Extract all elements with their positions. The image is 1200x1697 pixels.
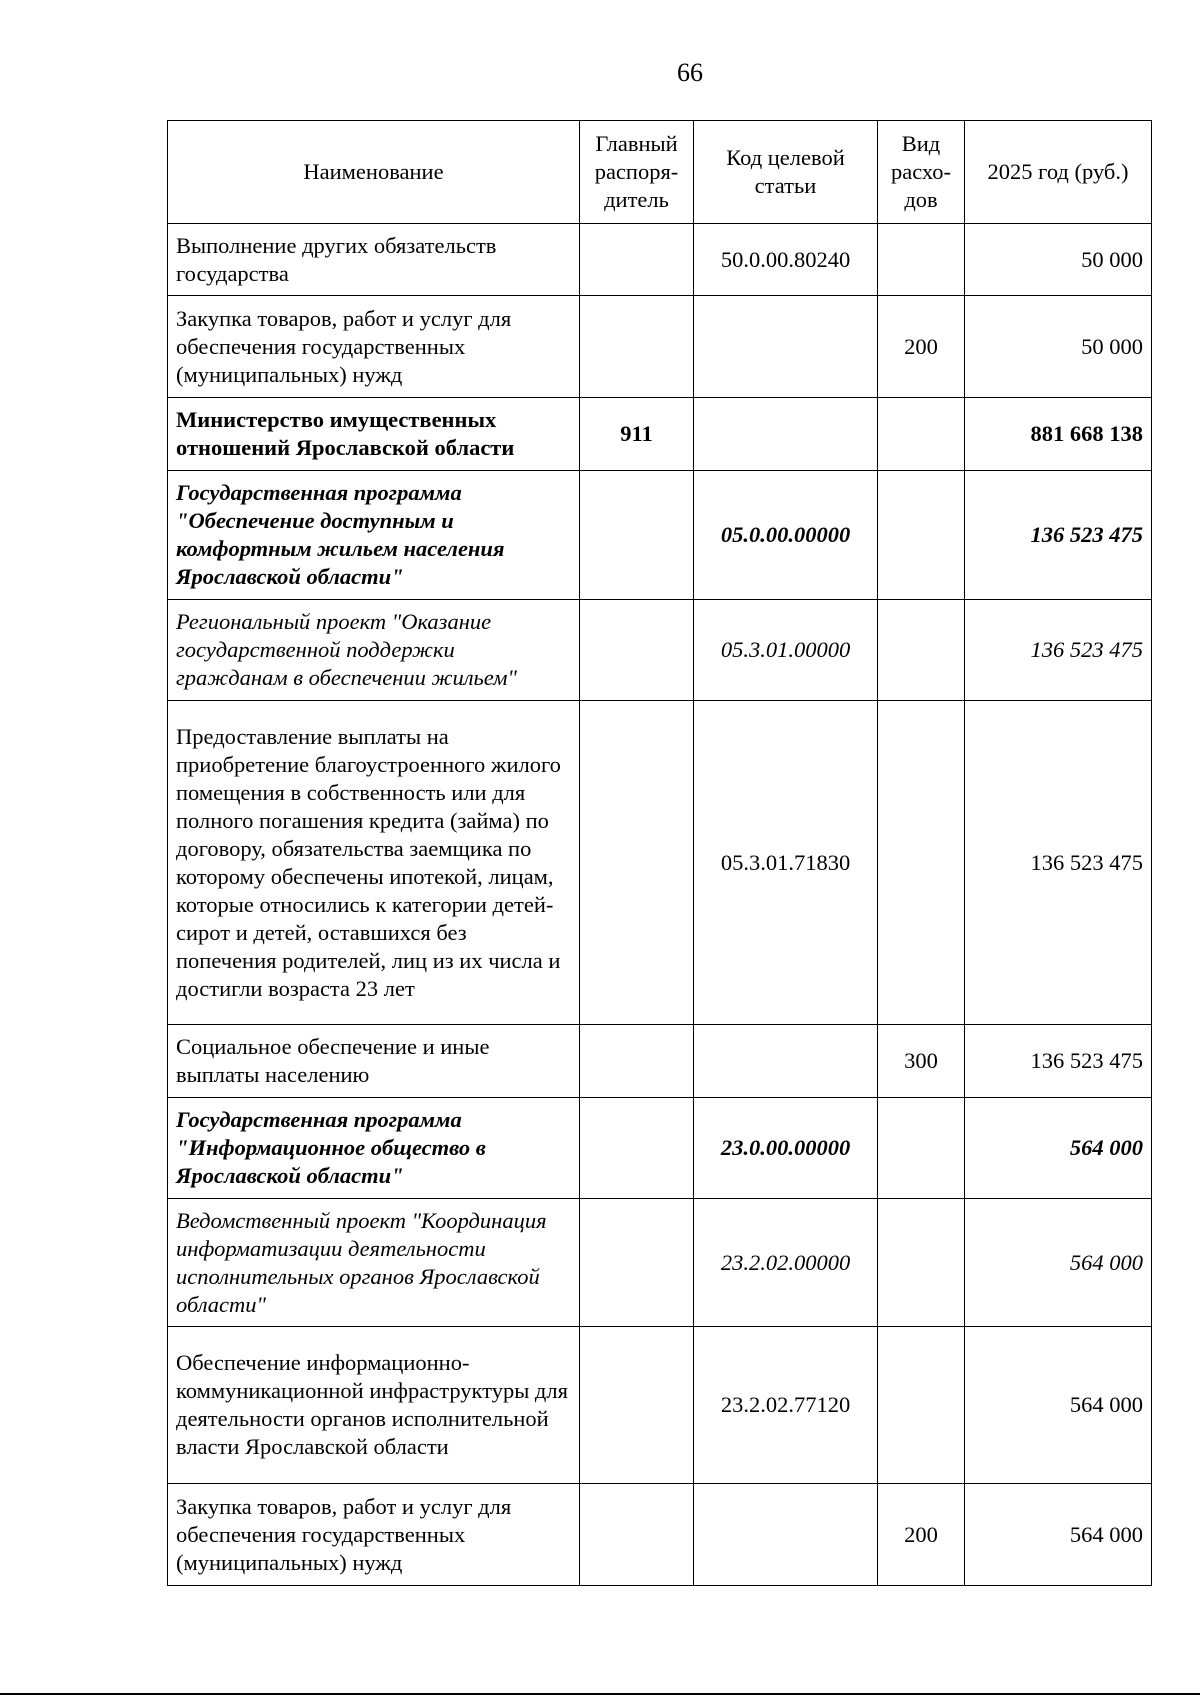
table-row — [168, 296, 1152, 398]
row-code: 23.2.02.77120 — [694, 1327, 878, 1484]
row-admin — [580, 1025, 694, 1098]
header-amount: 2025 год (руб.) — [965, 121, 1152, 224]
table-row — [168, 1327, 1152, 1484]
row-type — [878, 1098, 965, 1199]
row-admin — [580, 471, 694, 600]
row-admin — [580, 1098, 694, 1199]
row-code — [694, 398, 878, 471]
row-name: Закупка товаров, работ и услуг для обеспечения государственных (муниципальных) нужд — [168, 1484, 580, 1586]
row-code: 05.3.01.71830 — [694, 701, 878, 1025]
header-admin: Главный распоря-дитель — [580, 121, 694, 224]
row-type — [878, 1327, 965, 1484]
row-amount: 50 000 — [965, 296, 1152, 398]
row-name: Выполнение других обязательств государства — [168, 224, 580, 296]
row-type — [878, 398, 965, 471]
row-amount: 881 668 138 — [965, 398, 1152, 471]
row-amount: 564 000 — [965, 1327, 1152, 1484]
row-name: Предоставление выплаты на приобретение благоустроенного жилого помещения в собственность или для полного погашения кредита (займа) по договору, обязательства заемщика по которому обеспечены ипотекой, лицам, которые относились к категории детей-сирот и детей, оставшихся без попечения родителей, лиц из их числа и достигли возраста 23 лет — [168, 701, 580, 1025]
row-amount: 50 000 — [965, 224, 1152, 296]
row-admin — [580, 1327, 694, 1484]
row-type — [878, 701, 965, 1025]
row-name: Министерство имущественных отношений Ярославской области — [168, 398, 580, 471]
table-row — [168, 224, 1152, 296]
row-type — [878, 1199, 965, 1327]
row-type — [878, 224, 965, 296]
row-admin — [580, 224, 694, 296]
row-code: 05.0.00.00000 — [694, 471, 878, 600]
table-row — [168, 1098, 1152, 1199]
row-type — [878, 471, 965, 600]
row-code: 50.0.00.80240 — [694, 224, 878, 296]
row-type: 200 — [878, 1484, 965, 1586]
row-admin — [580, 296, 694, 398]
row-amount: 136 523 475 — [965, 1025, 1152, 1098]
row-type: 200 — [878, 296, 965, 398]
table-row — [168, 1484, 1152, 1586]
row-admin — [580, 701, 694, 1025]
row-name: Государственная программа "Обеспечение доступным и комфортным жильем населения Ярославской области" — [168, 471, 580, 600]
row-code: 23.2.02.00000 — [694, 1199, 878, 1327]
row-type: 300 — [878, 1025, 965, 1098]
row-admin — [580, 1484, 694, 1586]
row-code — [694, 296, 878, 398]
row-amount: 564 000 — [965, 1098, 1152, 1199]
header-name: Наименование — [168, 121, 580, 224]
row-name: Обеспечение информационно-коммуникационной инфраструктуры для деятельности органов исполнительной власти Ярославской области — [168, 1327, 580, 1484]
table-row — [168, 471, 1152, 600]
row-amount: 136 523 475 — [965, 471, 1152, 600]
table-row — [168, 600, 1152, 701]
row-amount: 564 000 — [965, 1484, 1152, 1586]
row-code — [694, 1025, 878, 1098]
row-name: Ведомственный проект "Координация информатизации деятельности исполнительных органов Ярославской области" — [168, 1199, 580, 1327]
header-code: Код целевой статьи — [694, 121, 878, 224]
row-code: 23.0.00.00000 — [694, 1098, 878, 1199]
bottom-rule — [0, 1693, 1200, 1695]
table-row — [168, 1025, 1152, 1098]
row-amount: 136 523 475 — [965, 701, 1152, 1025]
row-amount: 136 523 475 — [965, 600, 1152, 701]
table-row — [168, 398, 1152, 471]
page-number: 66 — [677, 58, 703, 87]
row-name: Государственная программа "Информационное общество в Ярославской области" — [168, 1098, 580, 1199]
row-amount: 564 000 — [965, 1199, 1152, 1327]
row-code: 05.3.01.00000 — [694, 600, 878, 701]
row-name: Региональный проект "Оказание государственной поддержки гражданам в обеспечении жильем" — [168, 600, 580, 701]
row-admin — [580, 1199, 694, 1327]
table-row — [168, 1199, 1152, 1327]
row-admin — [580, 600, 694, 701]
header-type: Вид расхо-дов — [878, 121, 965, 224]
row-name: Социальное обеспечение и иные выплаты населению — [168, 1025, 580, 1098]
table-header-row — [168, 121, 1152, 224]
row-name: Закупка товаров, работ и услуг для обеспечения государственных (муниципальных) нужд — [168, 296, 580, 398]
row-admin: 911 — [580, 398, 694, 471]
row-type — [878, 600, 965, 701]
table-row — [168, 701, 1152, 1025]
row-code — [694, 1484, 878, 1586]
budget-table — [167, 120, 1152, 1586]
